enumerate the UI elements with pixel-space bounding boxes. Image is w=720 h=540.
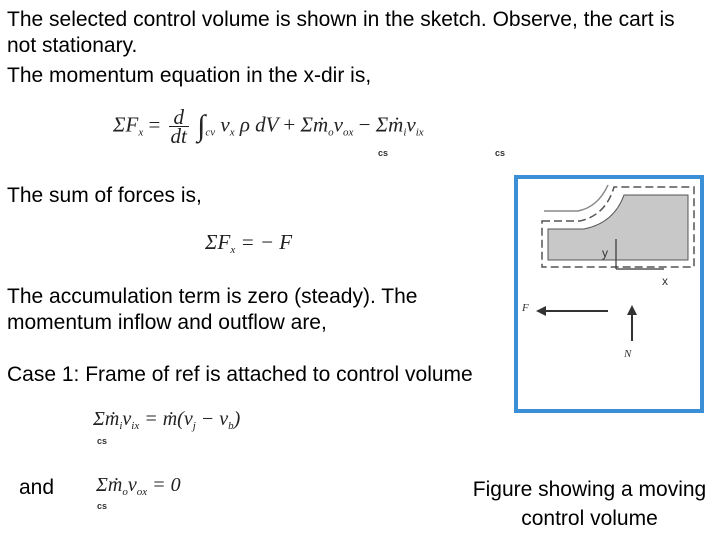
forces-equation [205,230,292,256]
case1-text: Case 1: Frame of ref is attached to control volume [7,363,473,386]
eq-integral: ∫ [197,109,206,143]
outflow-lhs-sub: o [122,486,128,498]
eq-lhs: ΣF [113,112,139,137]
eq-frac-num: d [169,108,189,127]
outflow-nu-sub: ox [136,486,148,498]
eq-plus: + [283,112,296,137]
normal-label: N [624,348,632,360]
inflow-lhs-sub: i [119,420,123,432]
figure-caption: Figure showing a moving control volume [472,478,713,530]
accumulation-text: The accumulation term is zero (steady). The momentum inflow and outflow are, [7,285,424,334]
inflow-rhs-mid: − ν [195,408,229,430]
eq-integral-sub: cv [205,126,216,139]
sum-of-forces-text: The sum of forces is, [7,184,202,207]
eq-sum-out-sub: o [328,126,334,139]
inflow-lhs: Σṁ [93,408,120,430]
eq-sum-in-sub: i [403,126,407,139]
axis-y-label: y [602,246,608,260]
eq-minus: − [358,112,371,137]
eq-integrand-sub: x [229,126,235,139]
outflow-cs-label: cs [97,501,108,511]
eq-sum-out: Σṁ [300,112,329,137]
inflow-rhs-sub1: j [192,420,196,432]
inflow-nu-sub: ix [131,420,140,432]
inflow-nu: ν [122,408,132,430]
eq-frac-den: dt [170,124,187,148]
eq-cs-label-in: cs [495,148,506,158]
eq-sum-in: Σṁ [375,112,404,137]
forces-lhs: ΣF [205,230,231,254]
inflow-equation [93,408,240,432]
outflow-nu: ν [127,474,137,496]
forces-lhs-sub: x [230,244,236,256]
axis-x-label: x [662,274,668,288]
eq-nu-in-sub: ix [415,126,424,139]
outflow-lhs: Σṁ [96,474,123,496]
force-label: F [522,302,529,314]
eq-integrand-rest: ρ dV [239,112,279,137]
inflow-rhs-end: ) [233,408,241,430]
eq-equals: = [148,112,161,137]
eq-nu-out: ν [333,112,343,137]
inflow-rhs: = ṁ(ν [144,408,193,430]
eq-nu-in: ν [406,112,416,137]
inflow-cs-label: cs [97,436,108,446]
momentum-equation [113,105,424,148]
control-volume-figure [514,175,704,413]
outflow-equation [96,474,181,498]
eq-nu-out-sub: ox [342,126,354,139]
eq-integrand: ν [220,112,230,137]
intro-text: The selected control volume is shown in the sketch. Observe, the cart is not stationary. [7,8,681,57]
eq-fraction [169,105,189,148]
outflow-rhs: = 0 [152,474,181,496]
and-text: and [19,476,55,499]
forces-rhs: = − F [240,230,293,254]
inflow-rhs-sub2: b [228,420,234,432]
momentum-equation-intro: The momentum equation in the x-dir is, [7,64,372,87]
eq-cs-label-out: cs [378,148,389,158]
eq-lhs-sub: x [138,126,144,139]
